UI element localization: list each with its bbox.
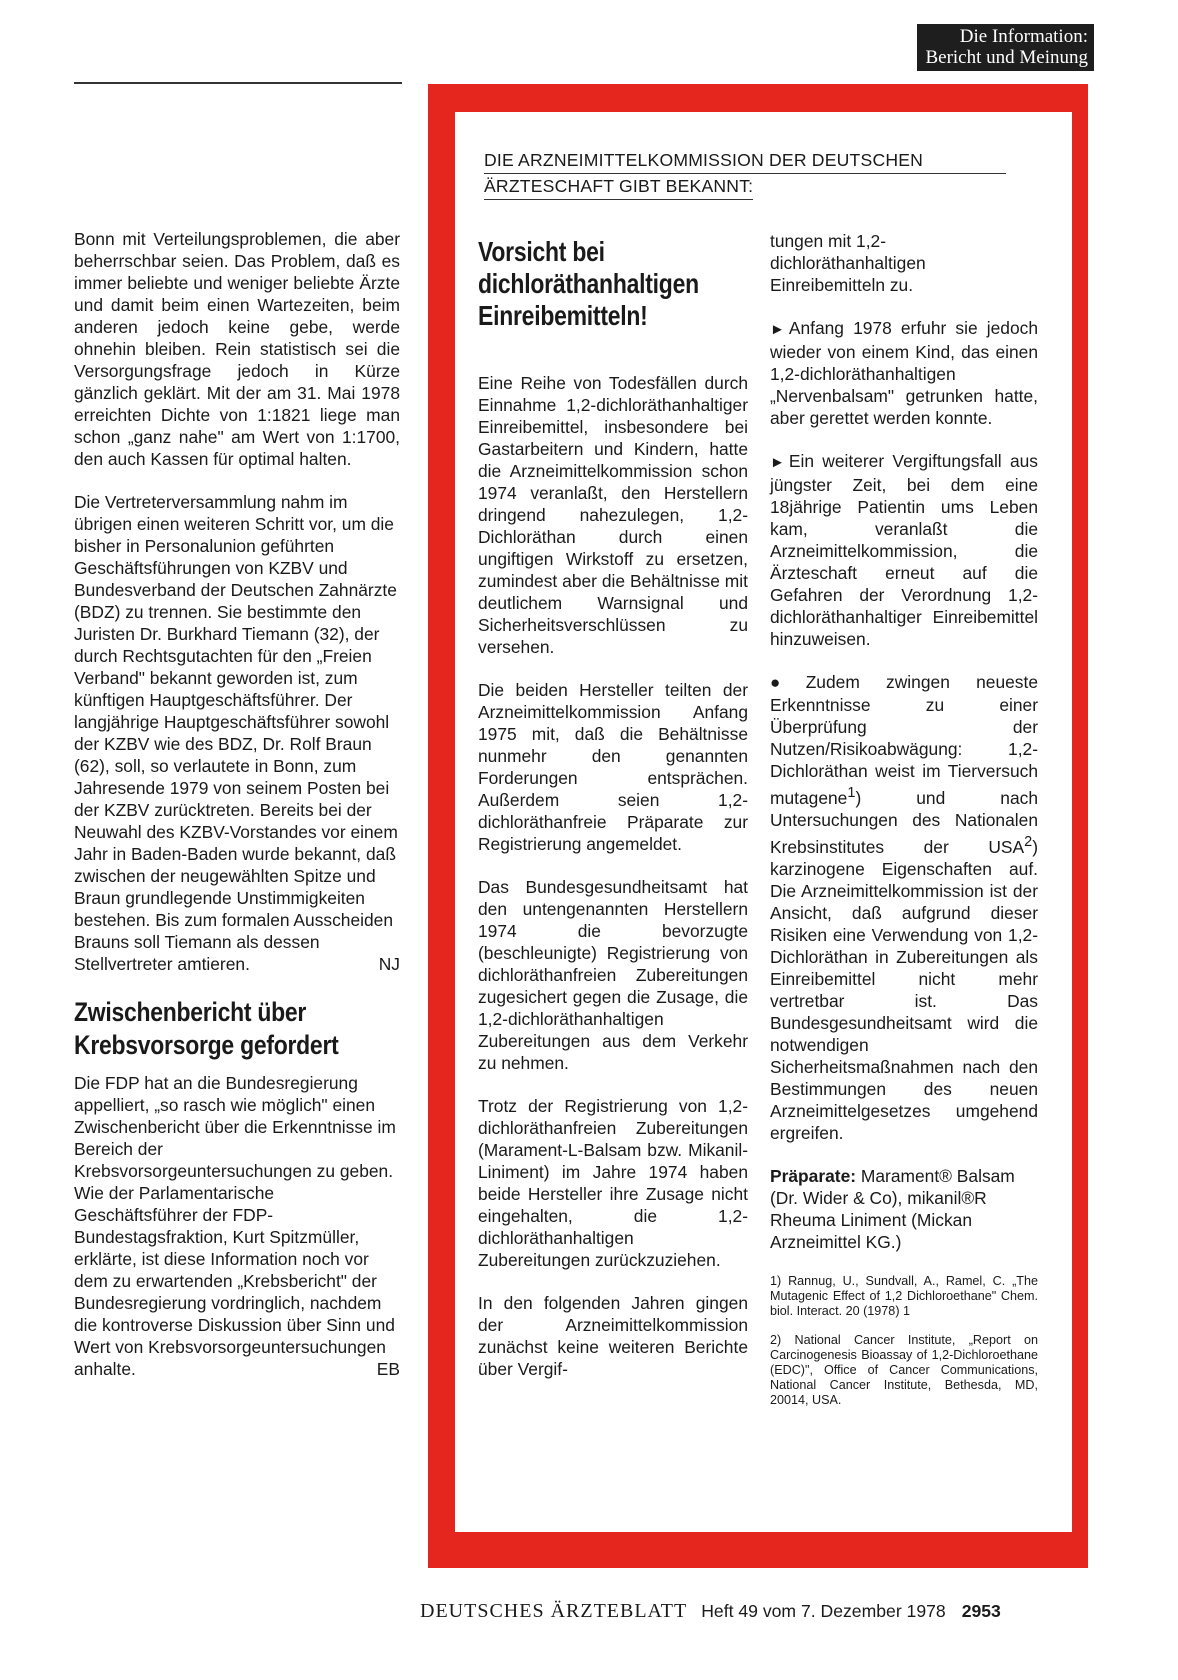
footnote-1: 1) Rannug, U., Sundvall, A., Ramel, C. „The Mutagenic Effect of 1,2 Dichloroethane" Chem. biol. Interact. 20 (1978) 1 <box>770 1273 1038 1318</box>
preparations-text: Marament® Balsam (Dr. Wider & Co), mikanil®R Rheuma Liniment (Mickan Arzneimittel KG.) <box>770 1165 1015 1252</box>
triangle-bullet-icon: ► <box>770 321 785 338</box>
left-paragraph-1: Bonn mit Verteilungsproblemen, die aber beherrschbar seien. Das Problem, daß es immer beliebte und weniger beliebte Ärzte und damit beim einen Wartezeiten, beim anderen jedoch keine gebe, werde ohnehin bleiben. Rein statistisch sei die Versorgungsfrage jedoch in Kürze gänzlich geklärt. Mit der am 31. Mai 1978 erreichten Dichte von 1:1821 liege man schon „ganz nahe" am Wert von 1:1700, den auch Kassen für optimal halten. <box>74 229 400 469</box>
left-paragraph-2 <box>74 491 400 975</box>
notice-paragraph-8-text: Ein weiterer Vergiftungsfall aus jüngster Zeit, bei dem eine 18jährige Patientin ums Leben kam, veranlaßt die Arzneimittelkommission, die Ärzteschaft erneut auf die Gefahren der Verordnung 1,2-dichloräthanhaltiger Einreibemittel hinzuweisen. <box>770 451 1038 649</box>
dot-bullet-icon: ● <box>770 673 802 692</box>
notice-paragraph-5: In den folgenden Jahren gingen der Arzneimittelkommission zunächst keine weiteren Berichte über Vergif- <box>478 1293 748 1379</box>
preparations-label: Präparate: <box>770 1165 857 1186</box>
notice-headline: Vorsicht bei dichloräthanhaltigen Einreibemitteln! <box>478 236 699 331</box>
preparations-paragraph <box>770 1165 1038 1253</box>
notice-paragraph-2: Die beiden Hersteller teilten der Arzneimittelkommission Anfang 1975 mit, daß die Behältnisse nunmehr den genannten Forderungen entsprächen. Außerdem seien 1,2-dichloräthanfreie Präparate zur Registrierung angemeldet. <box>478 680 748 854</box>
notice-paragraph-8 <box>770 450 1038 650</box>
triangle-bullet-icon: ► <box>770 454 785 471</box>
notice-paragraph-6: tungen mit 1,2-dichloräthanhaltigen Einreibemitteln zu. <box>770 231 926 295</box>
notice-paragraph-9-text-c: ) karzinogene Eigenschaften auf. Die Arzneimittelkommission ist der Ansicht, daß aufgrund dieser Risiken eine Verwendung von 1,2-Dichloräthan in Zubereitungen als Einreibemittel nicht mehr vertretbar ist. Das Bundesgesundheitsamt wird die notwendigen Sicherheitsmaßnahmen nach den Bestimmungen des neuen Arzneimittelgesetzes umgehend ergreifen. <box>770 836 1038 1143</box>
footnote-2: 2) National Cancer Institute, „Report on Carcinogenesis Bioassay of 1,2-Dichloroethane (EDC)", Office of Cancer Communications, National Cancer Institute, Bethesda, MD, 20014, USA. <box>770 1332 1038 1407</box>
announcement-line-1: DIE ARZNEIMITTELKOMMISSION DER DEUTSCHEN <box>484 148 1006 174</box>
announcement-line-2: ÄRZTESCHAFT GIBT BEKANNT: <box>484 174 753 200</box>
footnote-ref-2: 2 <box>1024 833 1033 850</box>
article-headline-krebsvorsorge: Zwischenbericht über Krebsvorsorge gefordert <box>74 997 339 1060</box>
left-paragraph-2-text: Die Vertreterversammlung nahm im übrigen einen weiteren Schritt vor, um die bisher in Personalunion geführten Geschäftsführungen von KZBV und Bundesverband der Deutschen Zahnärzte (BDZ) zu trennen. Sie bestimmte den Juristen Dr. Burkhard Tiemann (32), der durch Rechtsgutachten für den „Freien Verband" bekannt geworden ist, zum künftigen Hauptgeschäftsführer. Der langjährige Hauptgeschäftsführer sowohl der KZBV wie des BDZ, Dr. Rolf Braun (62), soll, so verlautete in Bonn, zum Jahresende 1979 von seinem Posten bei der KZBV zurücktreten. Bereits bei der Neuwahl des KZBV-Vorstandes vor einem Jahr in Baden-Baden wurde bekannt, daß zwischen der neugewählten Spitze und Braun grundlegende Unstimmigkeiten bestehen. Bis zum formalen Ausscheiden Brauns soll Tiemann als dessen Stellvertreter amtieren. <box>74 492 398 974</box>
notice-column-2 <box>770 230 1038 1422</box>
footnote-ref-1: 1 <box>847 785 856 801</box>
author-signature-eb: EB <box>376 1359 400 1379</box>
notice-paragraph-7-text: Anfang 1978 erfuhr sie jedoch wieder von einem Kind, das einen 1,2-dichloräthanhaltigen „Nervenbalsam" getrunken hatte, aber gerettet werden konnte. <box>770 318 1038 428</box>
left-column <box>74 228 400 1401</box>
page-number: 2953 <box>961 1601 1001 1621</box>
notice-paragraph-9 <box>770 671 1038 1144</box>
notice-paragraph-1: Eine Reihe von Todesfällen durch Einnahme 1,2-dichloräthanhaltiger Einreibemittel, insbesondere bei Gastarbeitern und Kindern, hatte die Arzneimittelkommission schon 1974 veranlaßt, den Herstellern dringend nahezulegen, 1,2-Dichloräthan durch einen ungiftigen Wirkstoff zu ersetzen, zumindest aber die Behältnisse mit deutlichem Warnsignal und Sicherheitsverschlüssen zu versehen. <box>478 373 748 657</box>
left-paragraph-3-text: Die FDP hat an die Bundesregierung appelliert, „so rasch wie möglich" einen Zwischenbericht über die Erkenntnisse im Bereich der Krebsvorsorgeuntersuchungen zu geben. Wie der Parlamentarische Geschäftsführer der FDP-Bundestagsfraktion, Kurt Spitzmüller, erklärte, ist diese Information noch vor dem zu erwartenden „Krebsbericht" der Bundesregierung vordringlich, nachdem die kontroverse Diskussion über Sinn und Wert von Krebsvorsorgeuntersuchungen anhalte. <box>74 1073 396 1379</box>
page-footer <box>420 1600 1100 1623</box>
left-paragraph-3 <box>74 1072 400 1380</box>
notice-paragraph-7 <box>770 317 1038 429</box>
issue-info: Heft 49 vom 7. Dezember 1978 <box>701 1601 946 1621</box>
section-tag <box>917 24 1094 71</box>
notice-paragraph-9-text-b: ) und nach Untersuchungen des Nationalen Krebsinstitutes der USA <box>770 787 1038 857</box>
notice-column-1 <box>478 236 748 1401</box>
notice-announcement <box>484 148 1006 200</box>
journal-name: DEUTSCHES ÄRZTEBLATT <box>420 1600 688 1622</box>
notice-paragraph-4: Trotz der Registrierung von 1,2-dichloräthanfreien Zubereitungen (Marament-L-Balsam bzw. Mikanil-Liniment) im Jahre 1974 haben beide Hersteller ihre Zusage nicht eingehalten, die 1,2-dichloräthanhaltigen Zubereitungen zurückzuziehen. <box>478 1096 748 1270</box>
section-tag-line2: Bericht und Meinung <box>925 47 1088 68</box>
notice-paragraph-9-text-a: Zudem zwingen neueste Erkenntnisse zu einer Überprüfung der Nutzen/Risikoabwägung: 1,2-Dichloräthan weist im Tierversuch mutagene <box>770 672 1038 808</box>
notice-paragraph-3: Das Bundesgesundheitsamt hat den untengenannten Herstellern 1974 die bevorzugte (beschleunigte) Registrierung von dichloräthanfreien Zubereitungen zugesichert gegen die Zusage, die 1,2-dichloräthanhaltigen Zubereitungen aus dem Verkehr zu nehmen. <box>478 877 748 1073</box>
top-rule <box>74 82 402 84</box>
section-tag-line1: Die Information: <box>959 26 1088 47</box>
author-signature-nj: NJ <box>378 954 400 974</box>
